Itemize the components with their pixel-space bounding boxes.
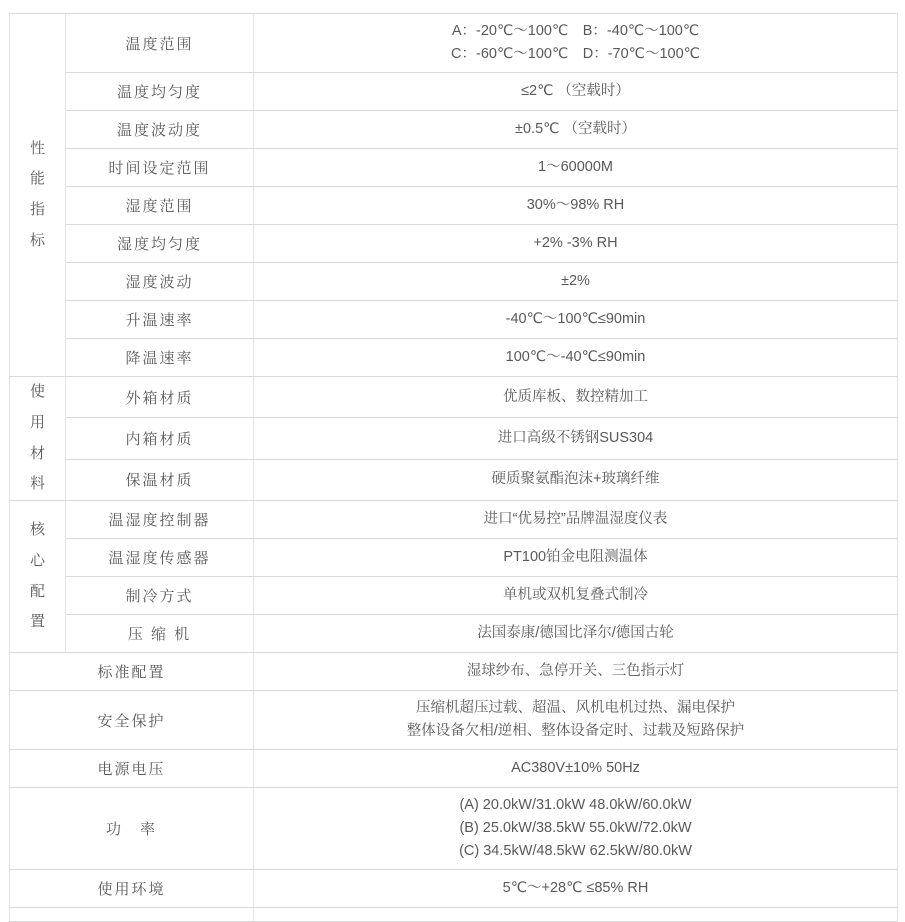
category-cell-core-config <box>10 501 66 653</box>
spec-label: 湿度均匀度 <box>66 225 254 263</box>
spec-value: ≤2℃ （空载时） <box>254 73 898 111</box>
spec-value: 进口“优易控”品牌温湿度仪表 <box>254 501 898 539</box>
spec-label: 温湿度控制器 <box>66 501 254 539</box>
specification-table <box>9 13 898 922</box>
table-row <box>10 788 898 870</box>
spec-table <box>9 13 898 922</box>
spec-label: 功 率 <box>10 788 254 870</box>
spec-value: ±2% <box>254 263 898 301</box>
spec-label: 外箱材质 <box>66 377 254 418</box>
table-row <box>10 615 898 653</box>
spec-value: (A) 20.0kW/31.0kW 48.0kW/60.0kW (B) 25.0kW/38.5kW 55.0kW/72.0kW (C) 34.5kW/48.5kW 62.5kW/80.0kW <box>254 788 898 870</box>
table-row <box>10 111 898 149</box>
spec-label: 湿度波动 <box>66 263 254 301</box>
spec-label: 压 缩 机 <box>66 615 254 653</box>
spec-value: A：-20℃～100℃ B：-40℃～100℃ C：-60℃～100℃ D：-70℃～100℃ <box>254 14 898 73</box>
spec-value: 单机或双机复叠式制冷 <box>254 577 898 615</box>
spec-value: 优质库板、数控精加工 <box>254 377 898 418</box>
spec-label: 时间设定范围 <box>66 149 254 187</box>
table-row <box>10 750 898 788</box>
spec-label: 降温速率 <box>66 339 254 377</box>
spec-label: 电源电压 <box>10 750 254 788</box>
spec-label: 使用环境 <box>10 870 254 908</box>
table-row <box>10 14 898 73</box>
table-row <box>10 653 898 691</box>
spec-value: 100℃～-40℃≤90min <box>254 339 898 377</box>
category-cell-materials <box>10 377 66 501</box>
spec-label: 温湿度传感器 <box>66 539 254 577</box>
spec-label: 内箱材质 <box>66 418 254 459</box>
spec-label: 湿度范围 <box>66 187 254 225</box>
spec-value: 进口高级不锈钢SUS304 <box>254 418 898 459</box>
category-label: 使用材料 <box>29 383 45 493</box>
table-row <box>10 539 898 577</box>
spec-value: -40℃～100℃≤90min <box>254 301 898 339</box>
spec-value: AC380V±10% 50Hz <box>254 750 898 788</box>
category-cell-performance <box>10 14 66 377</box>
spec-value: 压缩机超压过载、超温、风机电机过热、漏电保护 整体设备欠相/逆相、整体设备定时、过载及短路保护 <box>254 691 898 750</box>
table-row <box>10 691 898 750</box>
spec-label: 温度均匀度 <box>66 73 254 111</box>
table-row <box>10 377 898 418</box>
table-row <box>10 225 898 263</box>
spec-value: 1～60000M <box>254 149 898 187</box>
spec-label: 温度范围 <box>66 14 254 73</box>
table-row <box>10 339 898 377</box>
table-row <box>10 459 898 500</box>
table-row <box>10 187 898 225</box>
spec-value: 法国泰康/德国比泽尔/德国古轮 <box>254 615 898 653</box>
spec-value: +2% -3% RH <box>254 225 898 263</box>
table-row <box>10 577 898 615</box>
table-row <box>10 418 898 459</box>
spec-value: 5℃～+28℃ ≤85% RH <box>254 870 898 908</box>
table-row <box>10 149 898 187</box>
spec-label: 安全保护 <box>10 691 254 750</box>
spec-value: ±0.5℃ （空载时） <box>254 111 898 149</box>
spec-label: 标准配置 <box>10 653 254 691</box>
spec-label: 保温材质 <box>66 459 254 500</box>
table-row <box>10 501 898 539</box>
table-row <box>10 870 898 908</box>
table-row <box>10 263 898 301</box>
spec-value: 30%～98% RH <box>254 187 898 225</box>
spec-label: 温度波动度 <box>66 111 254 149</box>
spec-value: 硬质聚氨酯泡沫+玻璃纤维 <box>254 459 898 500</box>
spec-label: 制冷方式 <box>66 577 254 615</box>
spec-value: 湿球纱布、急停开关、三色指示灯 <box>254 653 898 691</box>
table-row <box>10 73 898 111</box>
spec-value: PT100铂金电阻测温体 <box>254 539 898 577</box>
category-label: 性能指标 <box>29 139 45 249</box>
table-row <box>10 301 898 339</box>
spec-label: 升温速率 <box>66 301 254 339</box>
category-label: 核心配置 <box>29 521 45 631</box>
